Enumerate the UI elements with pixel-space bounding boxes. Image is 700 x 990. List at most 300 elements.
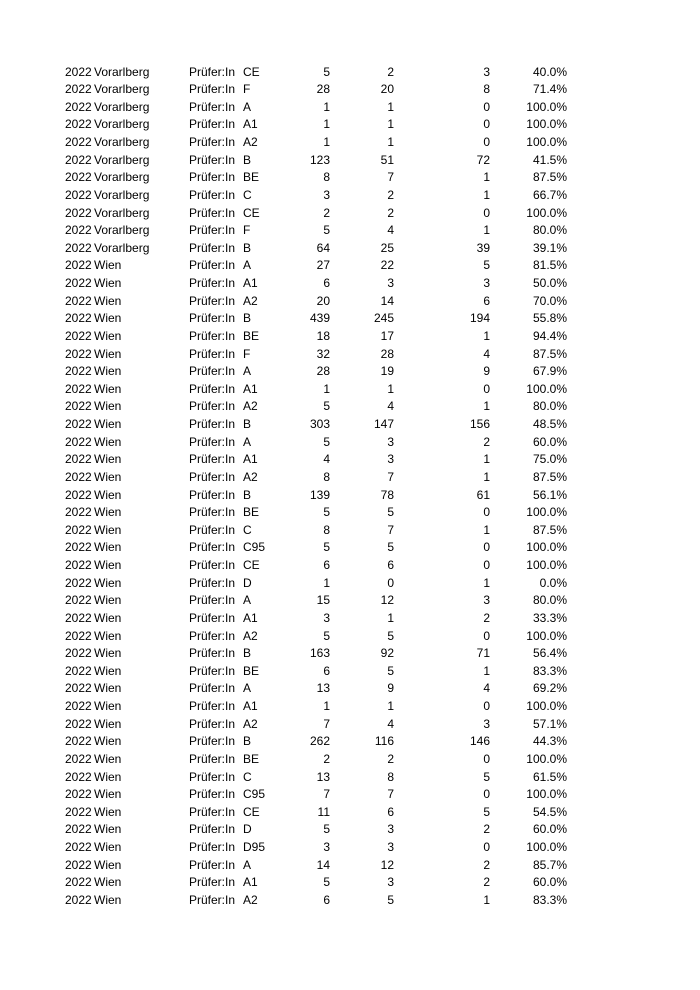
cell-failed: 2 bbox=[483, 857, 490, 872]
cell-total: 8 bbox=[323, 170, 330, 185]
cell-role: Prüfer:In bbox=[189, 187, 236, 202]
cell-pass-rate: 100.0% bbox=[526, 840, 567, 854]
cell-role: Prüfer:In bbox=[189, 804, 236, 819]
cell-total: 28 bbox=[316, 82, 330, 97]
cell-total: 1 bbox=[323, 575, 330, 590]
cell-passed: 4 bbox=[387, 223, 394, 238]
cell-failed: 3 bbox=[483, 64, 490, 79]
cell-year: 2022 bbox=[65, 892, 92, 907]
cell-licence-class: B bbox=[243, 311, 252, 326]
table-row bbox=[0, 222, 700, 240]
cell-role: Prüfer:In bbox=[189, 558, 236, 572]
cell-year: 2022 bbox=[65, 469, 92, 484]
cell-failed: 1 bbox=[483, 663, 490, 678]
cell-state: Vorarlberg bbox=[94, 99, 150, 114]
cell-total: 5 bbox=[323, 434, 330, 449]
cell-pass-rate: 55.8% bbox=[532, 311, 567, 326]
cell-year: 2022 bbox=[65, 152, 92, 167]
table-row bbox=[0, 275, 700, 293]
cell-total: 8 bbox=[323, 522, 330, 537]
cell-total: 7 bbox=[323, 787, 330, 802]
cell-passed: 5 bbox=[387, 505, 394, 520]
cell-state: Wien bbox=[94, 417, 122, 431]
cell-total: 15 bbox=[316, 593, 330, 608]
cell-pass-rate: 80.0% bbox=[532, 223, 567, 238]
cell-role: Prüfer:In bbox=[189, 628, 236, 643]
cell-year: 2022 bbox=[65, 117, 92, 132]
cell-total: 64 bbox=[316, 240, 330, 255]
table-row bbox=[0, 645, 700, 663]
cell-licence-class: B bbox=[243, 734, 252, 749]
cell-total: 5 bbox=[323, 628, 330, 643]
cell-pass-rate: 100.0% bbox=[526, 381, 567, 396]
cell-total: 27 bbox=[316, 258, 330, 273]
cell-role: Prüfer:In bbox=[189, 540, 236, 555]
cell-year: 2022 bbox=[65, 593, 92, 608]
table-row bbox=[0, 81, 700, 99]
cell-failed: 2 bbox=[483, 434, 490, 449]
cell-state: Wien bbox=[94, 364, 122, 379]
table-row bbox=[0, 99, 700, 117]
cell-failed: 194 bbox=[469, 311, 490, 326]
cell-pass-rate: 69.2% bbox=[532, 681, 567, 696]
cell-state: Wien bbox=[94, 522, 122, 537]
cell-state: Wien bbox=[94, 716, 122, 731]
cell-pass-rate: 66.7% bbox=[532, 187, 567, 202]
cell-total: 303 bbox=[309, 417, 330, 431]
cell-failed: 61 bbox=[476, 487, 490, 502]
cell-failed: 0 bbox=[483, 751, 490, 766]
cell-role: Prüfer:In bbox=[189, 487, 236, 502]
cell-licence-class: C bbox=[243, 522, 252, 537]
table-row bbox=[0, 152, 700, 170]
cell-state: Wien bbox=[94, 487, 122, 502]
cell-pass-rate: 100.0% bbox=[526, 505, 567, 520]
cell-failed: 72 bbox=[476, 152, 490, 167]
cell-failed: 8 bbox=[483, 82, 490, 97]
cell-state: Wien bbox=[94, 840, 122, 854]
table-row bbox=[0, 434, 700, 452]
table-body bbox=[0, 64, 700, 910]
cell-failed: 0 bbox=[483, 205, 490, 220]
table-row bbox=[0, 346, 700, 364]
cell-failed: 1 bbox=[483, 223, 490, 238]
cell-total: 32 bbox=[316, 346, 330, 361]
cell-passed: 8 bbox=[387, 769, 394, 784]
cell-passed: 3 bbox=[387, 875, 394, 890]
table-row bbox=[0, 416, 700, 434]
cell-pass-rate: 100.0% bbox=[526, 628, 567, 643]
cell-failed: 1 bbox=[483, 469, 490, 484]
cell-failed: 1 bbox=[483, 399, 490, 414]
cell-role: Prüfer:In bbox=[189, 381, 236, 396]
cell-state: Vorarlberg bbox=[94, 82, 150, 97]
cell-failed: 0 bbox=[483, 558, 490, 572]
cell-state: Wien bbox=[94, 699, 122, 713]
cell-licence-class: BE bbox=[243, 751, 260, 766]
cell-year: 2022 bbox=[65, 82, 92, 97]
cell-state: Wien bbox=[94, 469, 122, 484]
cell-year: 2022 bbox=[65, 434, 92, 449]
table-row bbox=[0, 469, 700, 487]
cell-passed: 12 bbox=[380, 593, 394, 608]
cell-pass-rate: 0.0% bbox=[539, 575, 567, 590]
cell-licence-class: A2 bbox=[243, 892, 258, 907]
table-row bbox=[0, 698, 700, 716]
cell-pass-rate: 33.3% bbox=[532, 610, 567, 625]
cell-year: 2022 bbox=[65, 381, 92, 396]
cell-role: Prüfer:In bbox=[189, 751, 236, 766]
cell-total: 5 bbox=[323, 399, 330, 414]
cell-total: 13 bbox=[316, 681, 330, 696]
cell-licence-class: A1 bbox=[243, 452, 258, 467]
cell-licence-class: B bbox=[243, 417, 252, 431]
cell-failed: 1 bbox=[483, 328, 490, 343]
cell-total: 1 bbox=[323, 117, 330, 132]
cell-licence-class: A1 bbox=[243, 875, 258, 890]
cell-state: Wien bbox=[94, 452, 122, 467]
table-row bbox=[0, 64, 700, 82]
cell-pass-rate: 87.5% bbox=[532, 170, 567, 185]
cell-year: 2022 bbox=[65, 505, 92, 520]
cell-licence-class: A1 bbox=[243, 699, 258, 713]
cell-pass-rate: 44.3% bbox=[532, 734, 567, 749]
cell-pass-rate: 40.0% bbox=[532, 64, 567, 79]
cell-pass-rate: 80.0% bbox=[532, 399, 567, 414]
cell-role: Prüfer:In bbox=[189, 840, 236, 854]
cell-passed: 1 bbox=[387, 117, 394, 132]
cell-passed: 1 bbox=[387, 610, 394, 625]
cell-year: 2022 bbox=[65, 646, 92, 661]
cell-passed: 4 bbox=[387, 399, 394, 414]
cell-total: 5 bbox=[323, 505, 330, 520]
cell-year: 2022 bbox=[65, 875, 92, 890]
cell-total: 28 bbox=[316, 364, 330, 379]
cell-licence-class: A bbox=[243, 434, 252, 449]
cell-total: 6 bbox=[323, 276, 330, 290]
cell-role: Prüfer:In bbox=[189, 99, 236, 114]
cell-year: 2022 bbox=[65, 716, 92, 731]
cell-pass-rate: 83.3% bbox=[532, 892, 567, 907]
cell-failed: 0 bbox=[483, 787, 490, 802]
table-row bbox=[0, 874, 700, 892]
cell-year: 2022 bbox=[65, 558, 92, 572]
cell-failed: 4 bbox=[483, 346, 490, 361]
cell-total: 1 bbox=[323, 381, 330, 396]
cell-passed: 3 bbox=[387, 840, 394, 854]
cell-total: 139 bbox=[309, 487, 330, 502]
cell-total: 18 bbox=[316, 328, 330, 343]
cell-year: 2022 bbox=[65, 452, 92, 467]
cell-role: Prüfer:In bbox=[189, 328, 236, 343]
cell-passed: 20 bbox=[380, 82, 394, 97]
cell-passed: 28 bbox=[380, 346, 394, 361]
cell-year: 2022 bbox=[65, 769, 92, 784]
cell-passed: 12 bbox=[380, 857, 394, 872]
cell-year: 2022 bbox=[65, 258, 92, 273]
cell-role: Prüfer:In bbox=[189, 417, 236, 431]
cell-licence-class: C bbox=[243, 769, 252, 784]
cell-licence-class: A1 bbox=[243, 276, 258, 290]
cell-passed: 5 bbox=[387, 628, 394, 643]
cell-total: 3 bbox=[323, 610, 330, 625]
cell-pass-rate: 100.0% bbox=[526, 135, 567, 149]
cell-passed: 0 bbox=[387, 575, 394, 590]
cell-role: Prüfer:In bbox=[189, 787, 236, 802]
cell-failed: 0 bbox=[483, 135, 490, 149]
cell-passed: 2 bbox=[387, 187, 394, 202]
cell-pass-rate: 87.5% bbox=[532, 469, 567, 484]
cell-passed: 245 bbox=[373, 311, 394, 326]
cell-pass-rate: 100.0% bbox=[526, 540, 567, 555]
cell-licence-class: B bbox=[243, 487, 252, 502]
cell-year: 2022 bbox=[65, 822, 92, 837]
table-row bbox=[0, 663, 700, 681]
cell-passed: 3 bbox=[387, 276, 394, 290]
cell-licence-class: A2 bbox=[243, 135, 258, 149]
cell-role: Prüfer:In bbox=[189, 681, 236, 696]
cell-failed: 1 bbox=[483, 575, 490, 590]
cell-passed: 6 bbox=[387, 558, 394, 572]
cell-role: Prüfer:In bbox=[189, 610, 236, 625]
cell-licence-class: B bbox=[243, 646, 252, 661]
cell-year: 2022 bbox=[65, 751, 92, 766]
cell-state: Wien bbox=[94, 822, 122, 837]
cell-passed: 1 bbox=[387, 381, 394, 396]
cell-licence-class: A2 bbox=[243, 628, 258, 643]
cell-passed: 25 bbox=[380, 240, 394, 255]
cell-licence-class: C95 bbox=[243, 540, 266, 555]
cell-year: 2022 bbox=[65, 734, 92, 749]
table-row bbox=[0, 363, 700, 381]
table-row bbox=[0, 716, 700, 734]
cell-total: 5 bbox=[323, 64, 330, 79]
cell-failed: 0 bbox=[483, 381, 490, 396]
table-row bbox=[0, 628, 700, 646]
cell-state: Wien bbox=[94, 276, 122, 290]
table-row bbox=[0, 733, 700, 751]
table-row bbox=[0, 187, 700, 205]
cell-pass-rate: 75.0% bbox=[532, 452, 567, 467]
cell-state: Vorarlberg bbox=[94, 205, 150, 220]
cell-state: Wien bbox=[94, 505, 122, 520]
cell-state: Wien bbox=[94, 311, 122, 326]
cell-total: 5 bbox=[323, 822, 330, 837]
cell-passed: 78 bbox=[380, 487, 394, 502]
cell-failed: 4 bbox=[483, 681, 490, 696]
cell-state: Wien bbox=[94, 540, 122, 555]
cell-pass-rate: 54.5% bbox=[532, 804, 567, 819]
cell-passed: 14 bbox=[380, 293, 394, 308]
table-row bbox=[0, 892, 700, 910]
cell-total: 262 bbox=[309, 734, 330, 749]
cell-role: Prüfer:In bbox=[189, 646, 236, 661]
cell-year: 2022 bbox=[65, 487, 92, 502]
cell-role: Prüfer:In bbox=[189, 82, 236, 97]
cell-year: 2022 bbox=[65, 187, 92, 202]
cell-licence-class: BE bbox=[243, 663, 260, 678]
cell-state: Wien bbox=[94, 892, 122, 907]
table-row bbox=[0, 293, 700, 311]
table-row bbox=[0, 680, 700, 698]
cell-passed: 116 bbox=[374, 734, 394, 749]
cell-year: 2022 bbox=[65, 276, 92, 290]
table-row bbox=[0, 610, 700, 628]
cell-licence-class: A2 bbox=[243, 469, 258, 484]
cell-licence-class: CE bbox=[243, 558, 260, 572]
cell-year: 2022 bbox=[65, 787, 92, 802]
cell-passed: 7 bbox=[387, 469, 394, 484]
cell-pass-rate: 60.0% bbox=[532, 434, 567, 449]
cell-passed: 17 bbox=[380, 328, 394, 343]
cell-state: Wien bbox=[94, 399, 122, 414]
cell-role: Prüfer:In bbox=[189, 593, 236, 608]
cell-failed: 1 bbox=[483, 522, 490, 537]
table-row bbox=[0, 575, 700, 593]
cell-failed: 39 bbox=[476, 240, 490, 255]
cell-role: Prüfer:In bbox=[189, 205, 236, 220]
cell-year: 2022 bbox=[65, 575, 92, 590]
table-row bbox=[0, 804, 700, 822]
cell-licence-class: BE bbox=[243, 505, 260, 520]
cell-pass-rate: 83.3% bbox=[532, 663, 567, 678]
cell-year: 2022 bbox=[65, 540, 92, 555]
cell-failed: 6 bbox=[483, 293, 490, 308]
cell-year: 2022 bbox=[65, 681, 92, 696]
cell-licence-class: F bbox=[243, 346, 251, 361]
cell-pass-rate: 100.0% bbox=[526, 751, 567, 766]
cell-failed: 1 bbox=[483, 452, 490, 467]
cell-licence-class: A bbox=[243, 681, 252, 696]
cell-total: 6 bbox=[323, 892, 330, 907]
table-row bbox=[0, 751, 700, 769]
cell-licence-class: D bbox=[243, 822, 252, 837]
cell-role: Prüfer:In bbox=[189, 152, 236, 167]
cell-total: 3 bbox=[323, 840, 330, 854]
cell-licence-class: A bbox=[243, 857, 252, 872]
cell-pass-rate: 56.4% bbox=[532, 646, 567, 661]
cell-role: Prüfer:In bbox=[189, 769, 236, 784]
cell-pass-rate: 60.0% bbox=[532, 822, 567, 837]
cell-role: Prüfer:In bbox=[189, 135, 236, 149]
table-row bbox=[0, 451, 700, 469]
cell-total: 7 bbox=[323, 716, 330, 731]
cell-total: 439 bbox=[309, 311, 330, 326]
table-row bbox=[0, 522, 700, 540]
cell-licence-class: A bbox=[243, 99, 252, 114]
cell-role: Prüfer:In bbox=[189, 117, 236, 132]
cell-licence-class: A2 bbox=[243, 399, 258, 414]
cell-state: Wien bbox=[94, 751, 122, 766]
cell-total: 1 bbox=[323, 699, 330, 713]
cell-licence-class: BE bbox=[243, 328, 260, 343]
cell-year: 2022 bbox=[65, 328, 92, 343]
cell-total: 3 bbox=[323, 187, 330, 202]
cell-year: 2022 bbox=[65, 364, 92, 379]
cell-pass-rate: 85.7% bbox=[532, 857, 567, 872]
cell-year: 2022 bbox=[65, 699, 92, 713]
cell-failed: 1 bbox=[483, 892, 490, 907]
cell-failed: 1 bbox=[483, 187, 490, 202]
cell-failed: 0 bbox=[483, 505, 490, 520]
cell-total: 14 bbox=[316, 857, 330, 872]
cell-passed: 5 bbox=[387, 540, 394, 555]
cell-licence-class: A bbox=[243, 364, 252, 379]
cell-passed: 3 bbox=[387, 452, 394, 467]
cell-year: 2022 bbox=[65, 804, 92, 819]
cell-total: 2 bbox=[323, 751, 330, 766]
cell-passed: 3 bbox=[387, 434, 394, 449]
cell-pass-rate: 81.5% bbox=[532, 258, 567, 273]
cell-pass-rate: 70.0% bbox=[532, 293, 567, 308]
cell-failed: 146 bbox=[469, 734, 490, 749]
table-row bbox=[0, 769, 700, 787]
cell-state: Wien bbox=[94, 293, 122, 308]
cell-failed: 1 bbox=[483, 170, 490, 185]
cell-state: Wien bbox=[94, 734, 122, 749]
cell-year: 2022 bbox=[65, 399, 92, 414]
cell-failed: 2 bbox=[483, 875, 490, 890]
cell-year: 2022 bbox=[65, 857, 92, 872]
cell-state: Wien bbox=[94, 346, 122, 361]
table-row bbox=[0, 504, 700, 522]
table-row bbox=[0, 257, 700, 275]
cell-passed: 7 bbox=[387, 170, 394, 185]
cell-state: Vorarlberg bbox=[94, 117, 150, 132]
cell-passed: 7 bbox=[387, 522, 394, 537]
cell-role: Prüfer:In bbox=[189, 346, 236, 361]
cell-licence-class: A1 bbox=[243, 610, 258, 625]
cell-role: Prüfer:In bbox=[189, 452, 236, 467]
cell-pass-rate: 60.0% bbox=[532, 875, 567, 890]
cell-failed: 3 bbox=[483, 276, 490, 290]
cell-state: Wien bbox=[94, 804, 122, 819]
cell-licence-class: B bbox=[243, 240, 252, 255]
cell-role: Prüfer:In bbox=[189, 822, 236, 837]
cell-total: 8 bbox=[323, 469, 330, 484]
cell-licence-class: A bbox=[243, 593, 252, 608]
cell-failed: 0 bbox=[483, 540, 490, 555]
cell-role: Prüfer:In bbox=[189, 575, 236, 590]
cell-role: Prüfer:In bbox=[189, 399, 236, 414]
cell-role: Prüfer:In bbox=[189, 875, 236, 890]
cell-licence-class: CE bbox=[243, 804, 260, 819]
cell-role: Prüfer:In bbox=[189, 663, 236, 678]
cell-licence-class: B bbox=[243, 152, 252, 167]
cell-pass-rate: 57.1% bbox=[532, 716, 567, 731]
cell-total: 6 bbox=[323, 663, 330, 678]
cell-year: 2022 bbox=[65, 346, 92, 361]
cell-year: 2022 bbox=[65, 628, 92, 643]
cell-passed: 5 bbox=[387, 663, 394, 678]
cell-failed: 2 bbox=[483, 822, 490, 837]
cell-total: 13 bbox=[316, 769, 330, 784]
table-row bbox=[0, 539, 700, 557]
cell-licence-class: F bbox=[243, 223, 251, 238]
cell-passed: 3 bbox=[387, 822, 394, 837]
cell-licence-class: A1 bbox=[243, 117, 258, 132]
cell-year: 2022 bbox=[65, 64, 92, 79]
cell-state: Wien bbox=[94, 663, 122, 678]
cell-year: 2022 bbox=[65, 417, 92, 431]
table-row bbox=[0, 310, 700, 328]
cell-year: 2022 bbox=[65, 293, 92, 308]
cell-role: Prüfer:In bbox=[189, 293, 236, 308]
cell-total: 11 bbox=[317, 804, 330, 819]
cell-passed: 4 bbox=[387, 716, 394, 731]
cell-year: 2022 bbox=[65, 170, 92, 185]
cell-role: Prüfer:In bbox=[189, 734, 236, 749]
